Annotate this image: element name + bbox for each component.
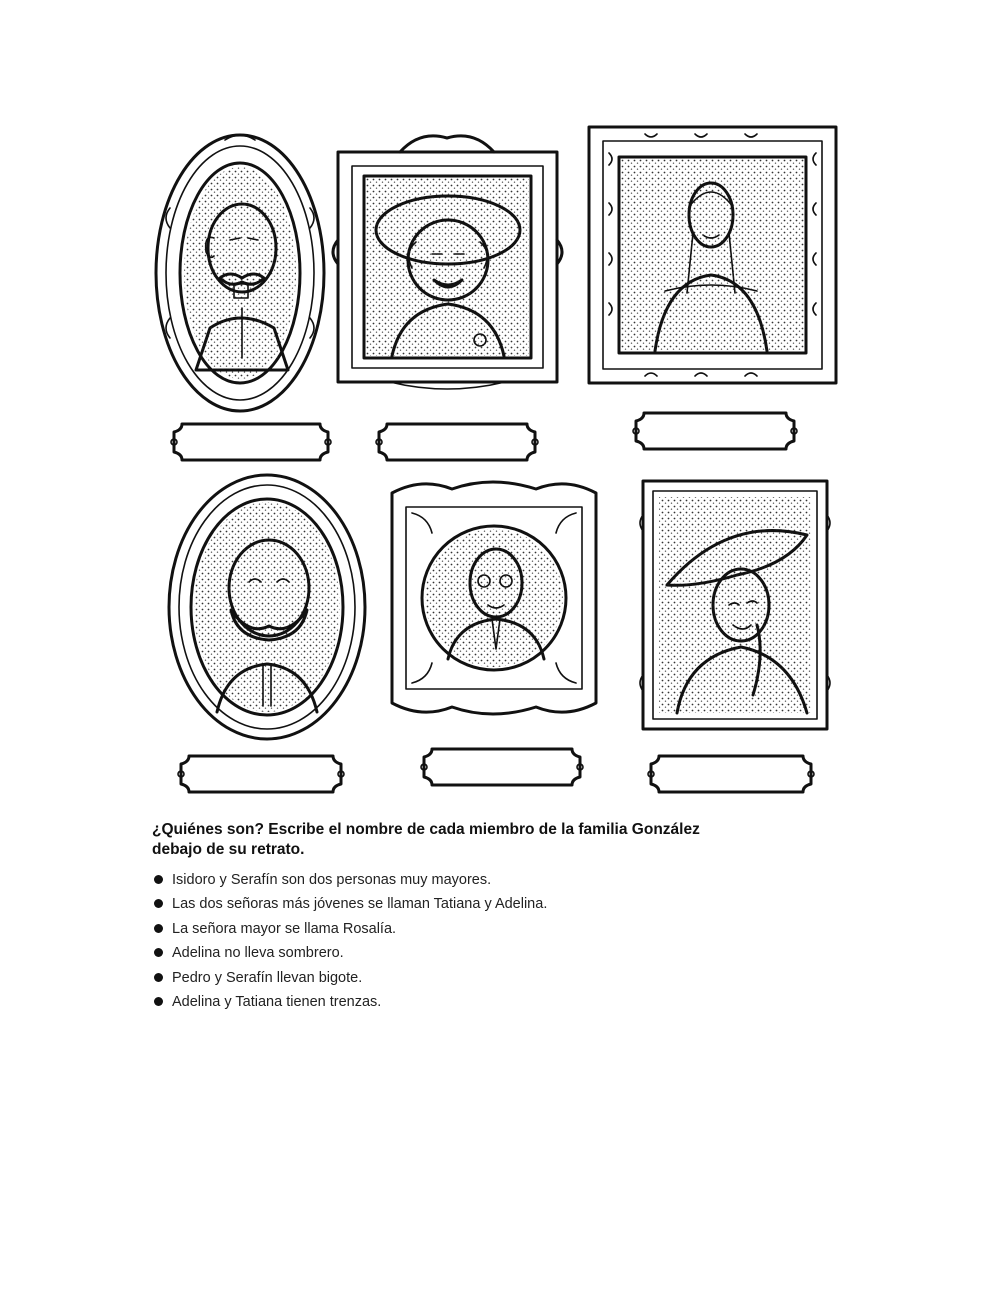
nameplate-4[interactable] — [175, 752, 347, 796]
clue-item: La señora mayor se llama Rosalía. — [152, 917, 752, 941]
clue-item: Pedro y Serafín llevan bigote. — [152, 966, 752, 990]
clue-item: Las dos señoras más jóvenes se llaman Tatiana y Adelina. — [152, 892, 752, 916]
portrait-rectangular-woman-hat-braid — [637, 475, 833, 735]
bullet-icon — [154, 924, 163, 933]
nameplate-5[interactable] — [418, 745, 586, 789]
clue-list — [152, 868, 752, 1014]
bullet-icon — [154, 899, 163, 908]
clue-item: Isidoro y Serafín son dos personas muy mayores. — [152, 868, 752, 892]
portrait-oval-elderly-man-whiskers — [165, 470, 370, 745]
nameplate-6[interactable] — [645, 752, 817, 796]
portrait-ornate-elderly-woman-hat — [330, 130, 565, 392]
bullet-icon — [154, 875, 163, 884]
bullet-icon — [154, 973, 163, 982]
clue-item: Adelina y Tatiana tienen trenzas. — [152, 990, 752, 1014]
instructions-heading: ¿Quiénes son? Escribe el nombre de cada miembro de la familia González debajo de su retrato. — [152, 821, 700, 858]
bullet-icon — [154, 948, 163, 957]
portrait-square-young-woman-braids — [585, 123, 840, 388]
portrait-rococo-man-glasses — [378, 473, 610, 723]
clue-item: Adelina no lleva sombrero. — [152, 941, 752, 965]
portrait-oval-bald-man — [150, 128, 330, 418]
instructions — [152, 820, 752, 1014]
nameplate-2[interactable] — [373, 420, 541, 464]
bullet-icon — [154, 997, 163, 1006]
nameplate-1[interactable] — [168, 420, 334, 464]
nameplate-3[interactable] — [630, 409, 800, 453]
